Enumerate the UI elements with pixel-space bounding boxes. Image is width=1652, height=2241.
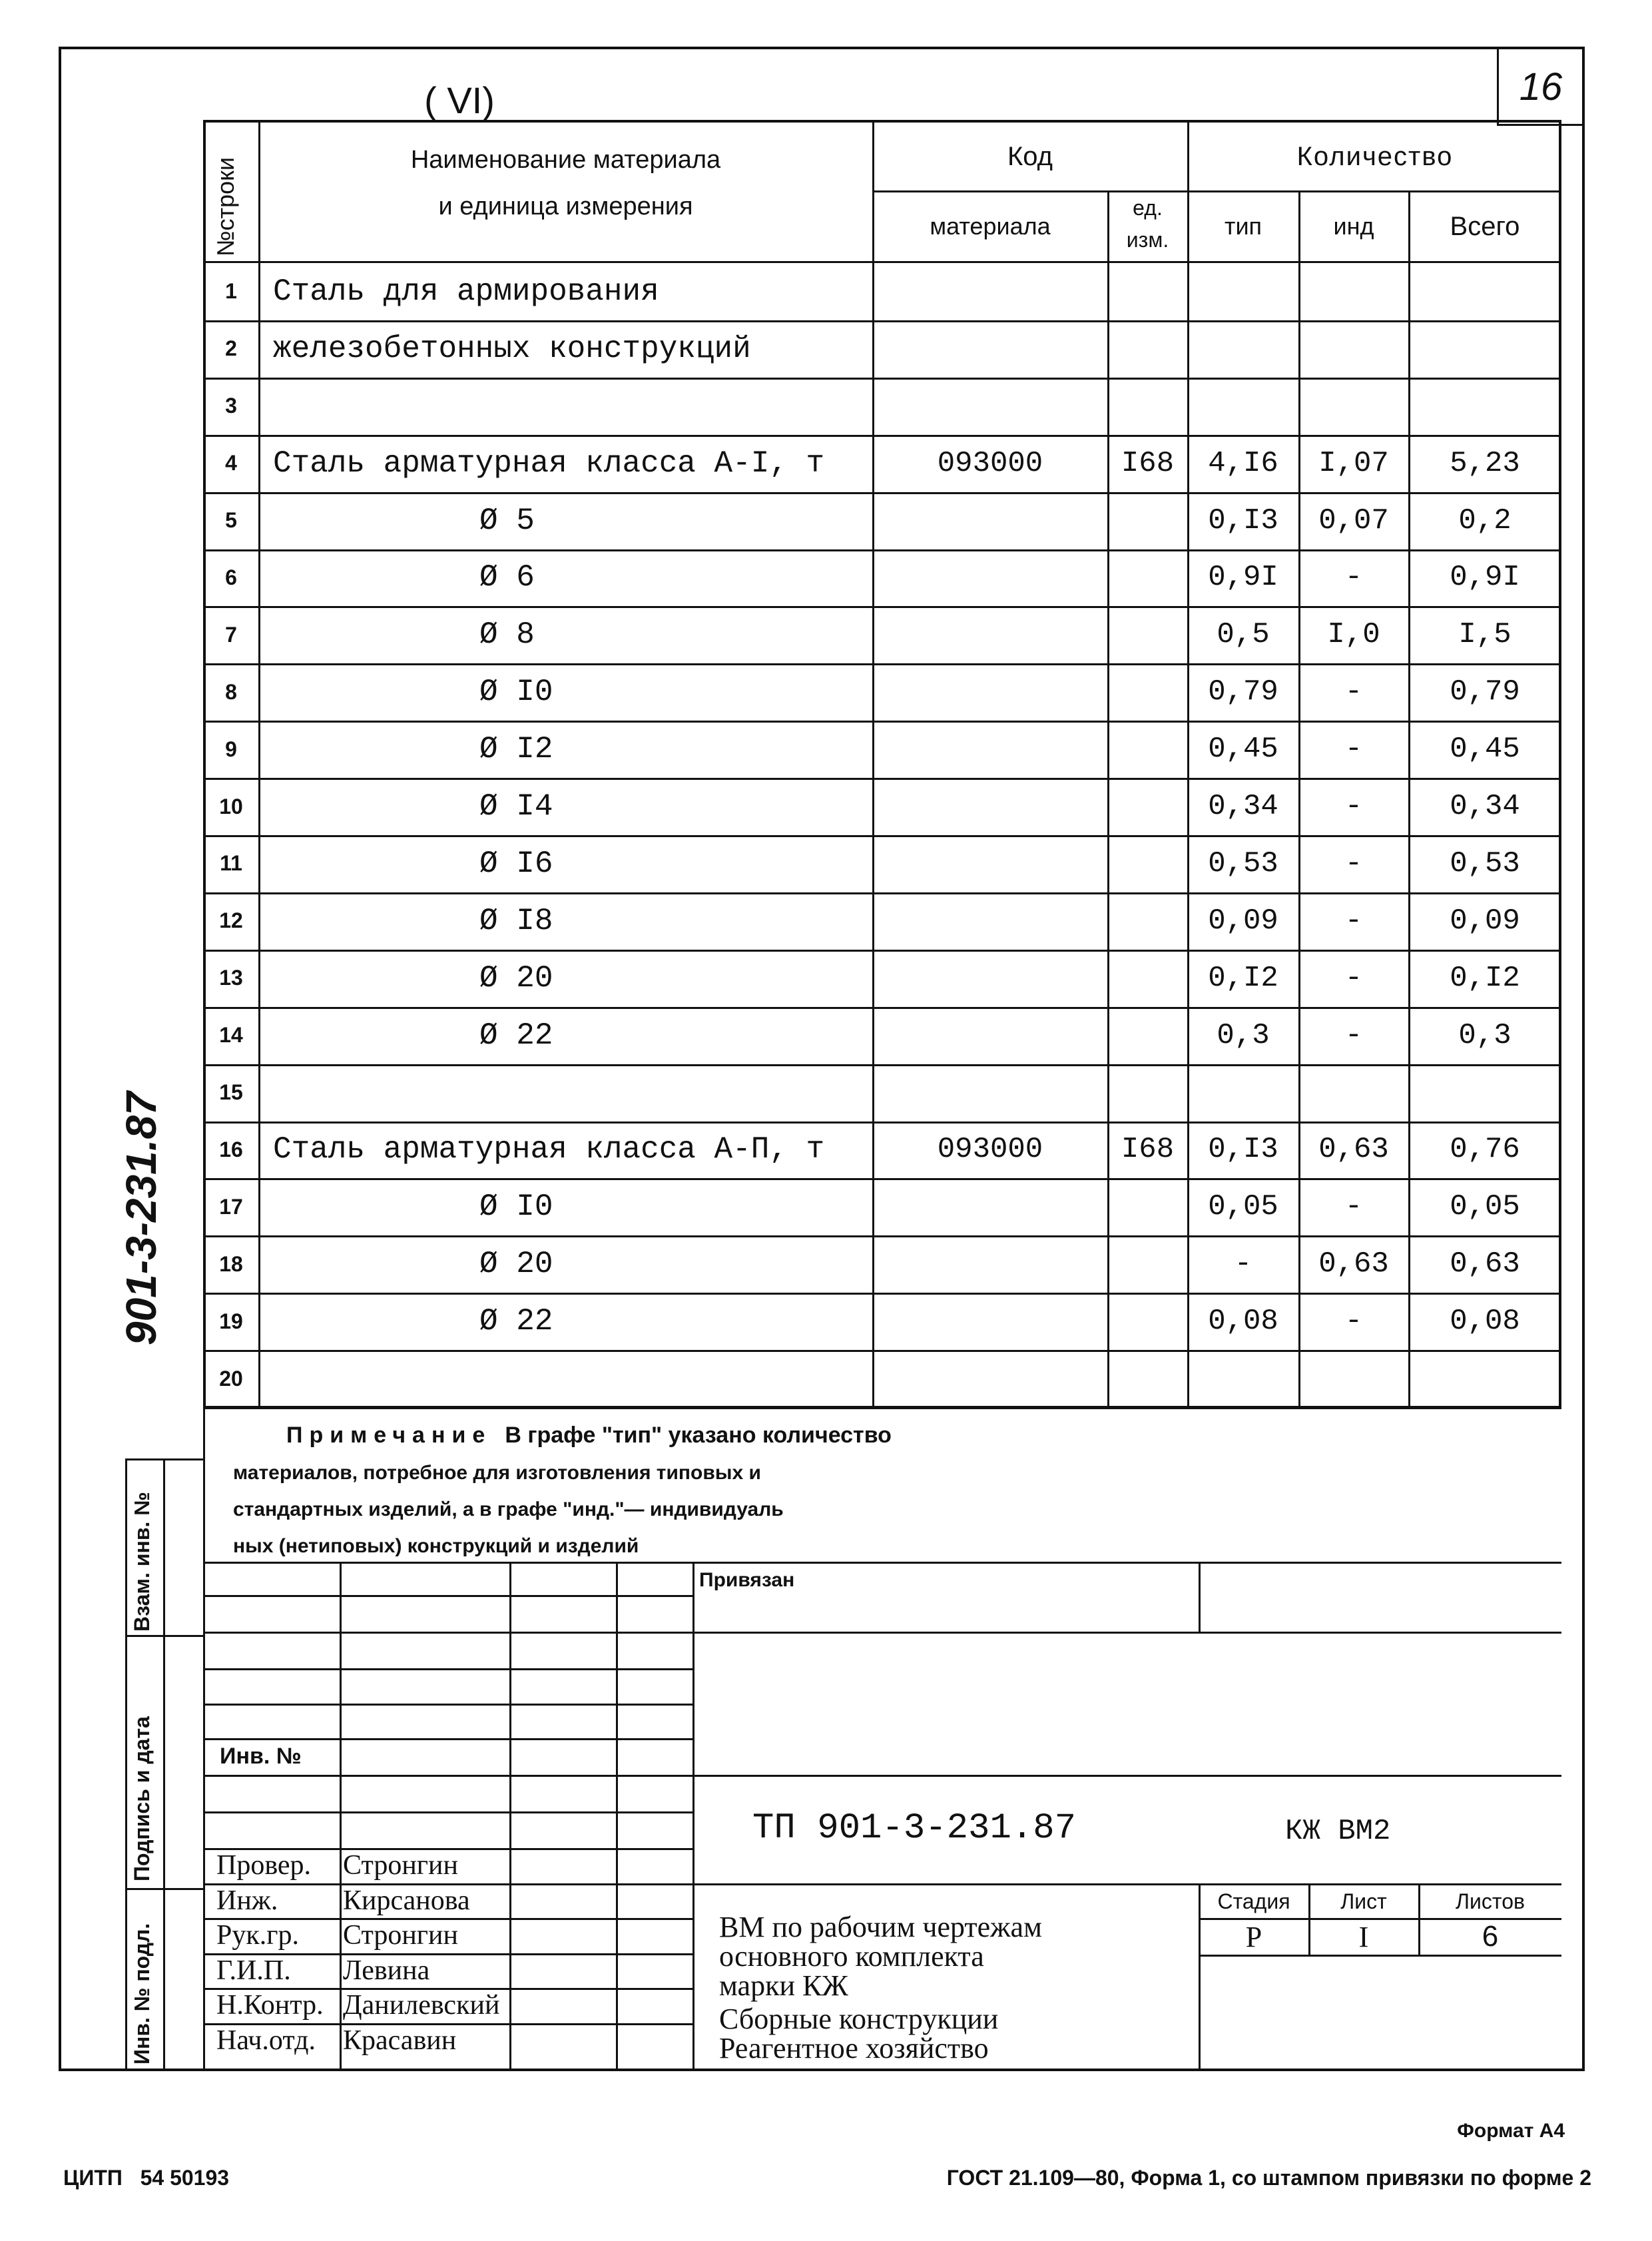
- row-number: 6: [225, 565, 237, 589]
- row-code: [874, 378, 1107, 435]
- row-ind: -: [1344, 733, 1363, 767]
- page-number: 16: [1519, 65, 1563, 109]
- title-line-3: марки КЖ: [719, 1969, 848, 2002]
- row-typ: 0,5: [1217, 618, 1270, 652]
- row-ind: -: [1344, 846, 1363, 880]
- row-ind: 0,07: [1318, 503, 1389, 537]
- row-name: Ø I2: [479, 732, 553, 767]
- row-name: Ø 22: [479, 1018, 553, 1053]
- note-title: Примечание: [286, 1422, 492, 1448]
- row-total: [1410, 378, 1560, 435]
- row-total: I,5: [1458, 618, 1512, 652]
- row-code: [874, 320, 1107, 378]
- row-unit: I68: [1121, 446, 1175, 480]
- row-number: 14: [219, 1023, 243, 1048]
- row-code: [874, 492, 1107, 549]
- row-number: 15: [219, 1080, 243, 1105]
- row-number: 17: [219, 1194, 243, 1219]
- stamp-line-5: [203, 1704, 692, 1706]
- section-label: ( VI): [424, 79, 495, 121]
- row-code: [874, 263, 1107, 320]
- side-strip-top: [125, 1458, 203, 1460]
- row-unit: [1109, 320, 1187, 378]
- row-total: 0,79: [1450, 675, 1520, 709]
- row-typ: 0,09: [1208, 904, 1278, 938]
- signer-name: Левина: [343, 1955, 430, 1986]
- row-total: 0,63: [1450, 1247, 1520, 1281]
- row-typ: [1189, 378, 1297, 435]
- row-number: 7: [225, 622, 237, 647]
- row-unit: [1109, 663, 1187, 721]
- row-unit: [1109, 835, 1187, 892]
- header-qty-typ: тип: [1224, 212, 1262, 240]
- stamp-col-1: [340, 1562, 342, 2071]
- row-unit: [1109, 263, 1187, 320]
- row-total: 5,23: [1450, 446, 1520, 480]
- header-qty-total: Всего: [1450, 211, 1520, 241]
- row-unit: [1109, 721, 1187, 778]
- signer-name: Данилевский: [343, 1990, 500, 2021]
- row-name: Ø 22: [479, 1304, 553, 1339]
- stamp-col-3: [616, 1562, 618, 2071]
- row-typ: 0,08: [1208, 1305, 1278, 1339]
- row-ind: -: [1344, 675, 1363, 709]
- side-strip-right: [163, 1458, 165, 2071]
- footer-gost: ГОСТ 21.109—80, Форма 1, со штампом привязки по форме 2: [946, 2165, 1591, 2190]
- row-number: 1: [225, 279, 237, 304]
- row-code: [874, 663, 1107, 721]
- row-typ: 0,53: [1208, 846, 1278, 880]
- row-typ: -: [1234, 1247, 1252, 1281]
- row-typ: 0,79: [1208, 675, 1278, 709]
- row-code: [874, 549, 1107, 607]
- row-name: Ø 20: [479, 1247, 553, 1282]
- row-code: [874, 1064, 1107, 1121]
- note-top-line: [203, 1407, 1561, 1409]
- sheet-value: I: [1358, 1920, 1369, 1953]
- row-unit: [1109, 1350, 1187, 1407]
- row-name: железобетонных конструкций: [273, 331, 751, 366]
- row-ind: -: [1344, 1190, 1363, 1224]
- header-sub-line: [872, 190, 1561, 192]
- row-ind: [1300, 378, 1408, 435]
- header-code: Код: [1007, 141, 1053, 171]
- row-typ: 0,I3: [1208, 503, 1278, 537]
- row-code: [874, 892, 1107, 950]
- signer-role: Рук.гр.: [216, 1920, 299, 1951]
- row-name: Ø 5: [479, 503, 535, 538]
- stamp-line-1: [203, 1562, 1561, 1564]
- row-typ: 0,3: [1217, 1018, 1270, 1052]
- row-total: 0,05: [1450, 1190, 1520, 1224]
- row-number: 2: [225, 336, 237, 361]
- row-total: 0,34: [1450, 790, 1520, 824]
- stamp-line-8: [203, 1811, 692, 1813]
- row-ind: I,0: [1327, 618, 1380, 652]
- stamp-line-3: [203, 1632, 1561, 1634]
- row-unit: [1109, 1293, 1187, 1350]
- row-code: [874, 1235, 1107, 1293]
- stamp-line-4: [203, 1668, 692, 1670]
- note-line3: стандартных изделий, а в графе "инд."— индивидуаль: [233, 1498, 784, 1520]
- row-total: 0,76: [1450, 1133, 1520, 1167]
- header-name-line2: и единица измерения: [438, 192, 693, 220]
- side-document-code: 901-3-231.87: [117, 1092, 165, 1345]
- row-name: Ø I0: [479, 675, 553, 710]
- row-total: 0,09: [1450, 904, 1520, 938]
- row-typ: 0,I2: [1208, 961, 1278, 995]
- header-code-unit-1: ед.: [1133, 196, 1163, 220]
- title-line-4: Сборные конструкции: [719, 2002, 999, 2035]
- header-code-unit-2: изм.: [1126, 228, 1169, 252]
- row-code: [874, 950, 1107, 1007]
- row-code: 093000: [937, 1133, 1043, 1167]
- note-line2: материалов, потребное для изготовления типовых и: [233, 1462, 761, 1484]
- row-number: 3: [225, 394, 237, 418]
- row-total: 0,45: [1450, 733, 1520, 767]
- col-line-rowno: [258, 120, 260, 1409]
- header-row-number: №строки: [212, 157, 239, 256]
- header-quantity: Количество: [1296, 141, 1454, 171]
- row-unit: [1109, 778, 1187, 835]
- row-ind: [1300, 263, 1408, 320]
- document-mark: КЖ ВМ2: [1285, 1815, 1391, 1848]
- stamp-col-2: [509, 1562, 511, 2071]
- row-total: 0,08: [1450, 1305, 1520, 1339]
- row-typ: 0,9I: [1208, 561, 1278, 595]
- row-typ: 4,I6: [1208, 446, 1278, 480]
- row-unit: [1109, 492, 1187, 549]
- row-ind: [1300, 320, 1408, 378]
- row-typ: 0,34: [1208, 790, 1278, 824]
- row-name: Ø I4: [479, 789, 553, 824]
- row-ind: -: [1344, 790, 1363, 824]
- row-name: Сталь арматурная класса А-П, т: [273, 1132, 825, 1167]
- row-ind: [1300, 1064, 1408, 1121]
- sheets-value: 6: [1482, 1920, 1499, 1953]
- row-ind: -: [1344, 961, 1363, 995]
- row-typ: 0,45: [1208, 733, 1278, 767]
- row-number: 16: [219, 1137, 243, 1161]
- row-number: 10: [219, 794, 243, 818]
- row-number: 13: [219, 966, 243, 990]
- signer-name: Стронгин: [343, 1920, 458, 1951]
- side-strip-left: [125, 1458, 127, 2071]
- stamp-col-4: [692, 1562, 694, 2071]
- row-number: 5: [225, 508, 237, 533]
- side-label-vzam-inv: Взам. инв. №: [130, 1492, 154, 1632]
- row-unit: [1109, 549, 1187, 607]
- stage-value: Р: [1245, 1920, 1262, 1953]
- row-ind: -: [1344, 904, 1363, 938]
- row-ind: I,07: [1318, 446, 1389, 480]
- inv-no-label: Инв. №: [220, 1744, 302, 1769]
- side-label-podpis-data: Подпись и дата: [130, 1716, 154, 1881]
- footer-format: Формат А4: [1457, 2120, 1565, 2142]
- row-unit: [1109, 1178, 1187, 1235]
- row-name: Ø I0: [479, 1189, 553, 1225]
- row-code: [874, 778, 1107, 835]
- row-unit: [1109, 1064, 1187, 1121]
- side-strip-split1: [125, 1635, 203, 1637]
- row-code: [874, 1178, 1107, 1235]
- signer-name: Кирсанова: [343, 1885, 470, 1916]
- row-unit: [1109, 378, 1187, 435]
- sheets-label: Листов: [1456, 1889, 1525, 1913]
- note-line4: ных (нетиповых) конструкций и изделий: [233, 1535, 639, 1557]
- row-unit: [1109, 892, 1187, 950]
- row-total: [1410, 1064, 1560, 1121]
- header-qty-ind: инд: [1333, 212, 1374, 240]
- row-typ: 0,I3: [1208, 1133, 1278, 1167]
- row-name: Сталь для армирования: [273, 274, 659, 309]
- row-number: 9: [225, 737, 237, 761]
- row-number: 19: [219, 1309, 243, 1333]
- row-total: [1410, 263, 1560, 320]
- row-number: 8: [225, 679, 237, 704]
- row-typ: [1189, 1064, 1297, 1121]
- sheet-label: Лист: [1340, 1889, 1387, 1913]
- row-unit: [1109, 1235, 1187, 1293]
- stamp-line-2: [203, 1595, 692, 1597]
- row-ind: -: [1344, 1305, 1363, 1339]
- signer-role: Провер.: [216, 1850, 312, 1881]
- title-line-2: основного комплекта: [719, 1939, 984, 1973]
- row-name: Ø I8: [479, 903, 553, 938]
- row-ind: -: [1344, 561, 1363, 595]
- stamp-line-14: [1199, 1955, 1561, 1957]
- title-line-1: ВМ по рабочим чертежам: [719, 1910, 1042, 1943]
- row-code: 093000: [937, 446, 1043, 480]
- row-unit: [1109, 950, 1187, 1007]
- title-line-5: Реагентное хозяйство: [719, 2031, 989, 2065]
- row-unit: [1109, 606, 1187, 663]
- row-name: Сталь арматурная класса А-I, т: [273, 446, 825, 481]
- document-code: ТП 901-3-231.87: [752, 1807, 1077, 1849]
- note-text-1: В графе "тип" указано количество: [505, 1422, 892, 1448]
- row-code: [874, 1293, 1107, 1350]
- row-number: 20: [219, 1366, 243, 1391]
- footer-left: ЦИТП 54 50193: [63, 2165, 230, 2190]
- row-name: Ø 20: [479, 960, 553, 996]
- row-total: [1410, 320, 1560, 378]
- row-total: 0,9I: [1450, 561, 1520, 595]
- signer-role: Нач.отд.: [216, 2025, 316, 2056]
- row-total: 0,3: [1458, 1018, 1512, 1052]
- row-code: [874, 835, 1107, 892]
- row-number: 18: [219, 1251, 243, 1276]
- signer-role: Г.И.П.: [216, 1955, 291, 1986]
- row-name: Ø I6: [479, 846, 553, 881]
- row-name: Ø 6: [479, 560, 535, 595]
- row-total: 0,I2: [1450, 961, 1520, 995]
- row-typ: [1189, 320, 1297, 378]
- row-code: [874, 1007, 1107, 1064]
- side-strip-split2: [125, 1888, 203, 1890]
- row-ind: 0,63: [1318, 1133, 1389, 1167]
- row-unit: [1109, 1007, 1187, 1064]
- row-unit: I68: [1121, 1133, 1175, 1167]
- row-total: 0,53: [1450, 846, 1520, 880]
- signer-role: Н.Контр.: [216, 1990, 324, 2021]
- signer-name: Красавин: [343, 2025, 457, 2056]
- row-ind: [1300, 1350, 1408, 1407]
- row-code: [874, 1350, 1107, 1407]
- row-typ: [1189, 263, 1297, 320]
- row-ind: -: [1344, 1018, 1363, 1052]
- row-ind: 0,63: [1318, 1247, 1389, 1281]
- row-code: [874, 606, 1107, 663]
- side-label-inv-podl: Инв. № подл.: [130, 1923, 154, 2065]
- stage-label: Стадия: [1217, 1889, 1290, 1913]
- row-number: 12: [219, 908, 243, 933]
- stamp-line-7: [203, 1775, 1561, 1777]
- row-number: 4: [225, 451, 237, 476]
- row-total: 0,2: [1458, 503, 1512, 537]
- stamp-col-5: [1199, 1562, 1201, 1632]
- header-code-material: материала: [930, 212, 1051, 240]
- row-number: 11: [220, 851, 242, 876]
- row-code: [874, 721, 1107, 778]
- signer-role: Инж.: [216, 1885, 278, 1916]
- signer-name: Стронгин: [343, 1850, 458, 1881]
- header-name-line1: Наименование материала: [410, 145, 721, 174]
- privyazan-label: Привязан: [699, 1568, 795, 1591]
- note-line1: [286, 1415, 892, 1455]
- row-name: Ø 8: [479, 617, 535, 653]
- row-typ: 0,05: [1208, 1190, 1278, 1224]
- row-total: [1410, 1350, 1560, 1407]
- row-typ: [1189, 1350, 1297, 1407]
